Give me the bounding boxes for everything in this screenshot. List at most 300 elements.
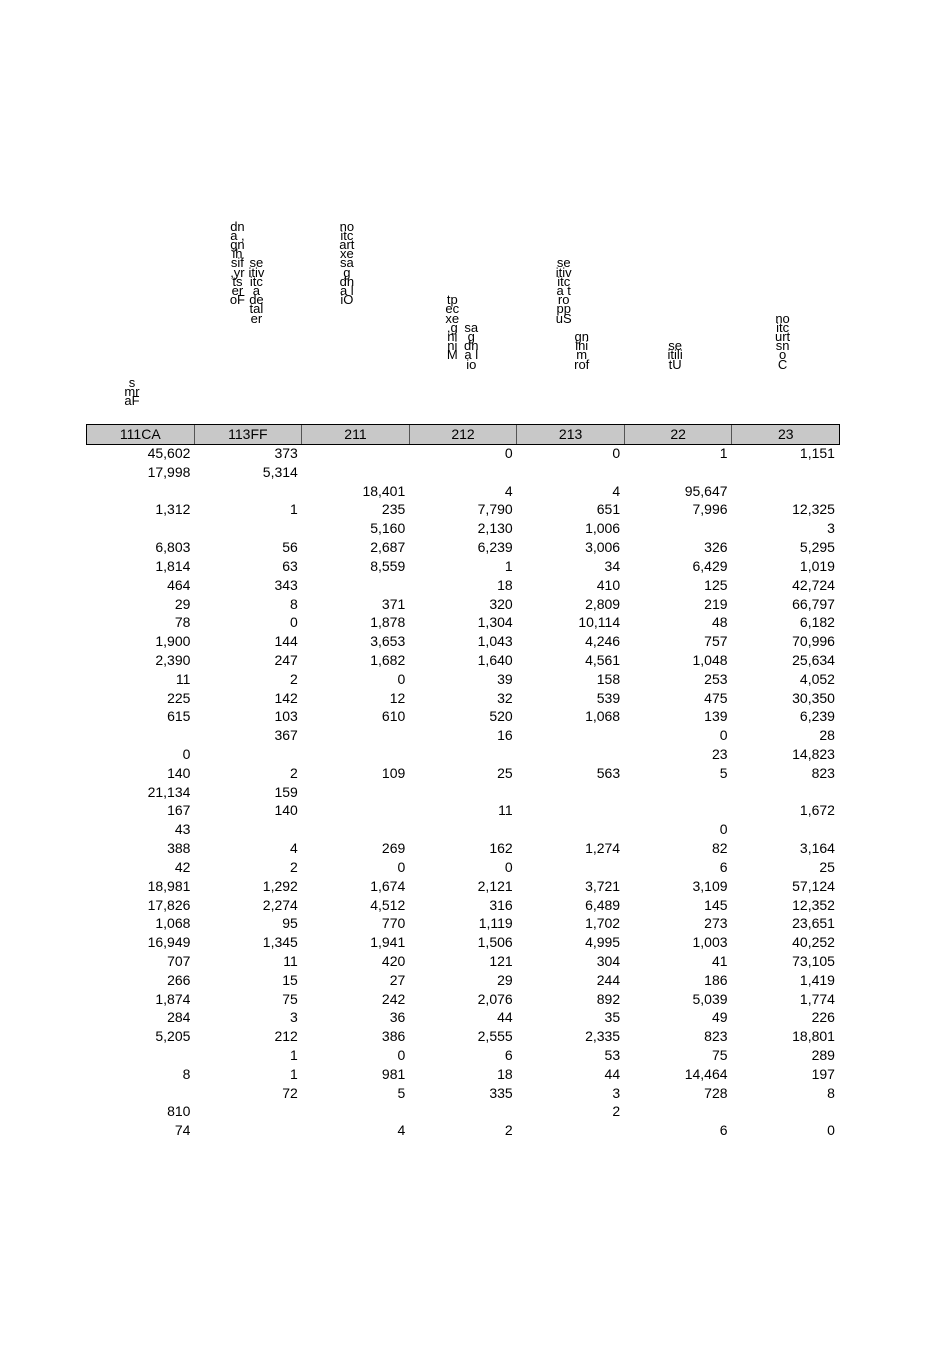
- table-cell: 226: [811, 1009, 835, 1026]
- table-cell: 11: [498, 802, 513, 819]
- table-cell: [731, 483, 838, 502]
- table-cell: 4: [612, 482, 621, 499]
- table-cell: 44: [497, 1009, 513, 1026]
- column-code: 113FF: [195, 425, 303, 444]
- table-cell: 103: [274, 708, 298, 725]
- table-cell: 1,019: [799, 557, 835, 574]
- table-cell: 235: [381, 501, 406, 518]
- column-header-label: gninim rof: [574, 329, 590, 372]
- table-row: [86, 1103, 838, 1122]
- table-row: [86, 558, 838, 577]
- table-cell: 21,134: [147, 783, 191, 800]
- table-cell: 1,043: [477, 633, 513, 650]
- table-cell: 1,048: [692, 651, 728, 668]
- table-cell: 12: [389, 689, 406, 706]
- table-cell: [86, 1085, 193, 1104]
- table-row: [86, 991, 838, 1010]
- table-cell: [408, 746, 515, 765]
- table-row: [86, 1066, 838, 1085]
- table-cell: 66,797: [792, 595, 835, 612]
- table-cell: 16: [497, 727, 513, 744]
- table-cell: 5,039: [692, 990, 728, 1007]
- table-cell: 6: [719, 858, 728, 875]
- table-row: [86, 953, 838, 972]
- table-row: [86, 840, 838, 859]
- table-cell: 1,003: [692, 934, 728, 951]
- table-cell: 388: [167, 840, 191, 857]
- table-row: [86, 520, 838, 539]
- table-cell: 520: [489, 708, 513, 725]
- table-cell: 73,105: [792, 952, 835, 969]
- table-cell: 3,109: [692, 877, 728, 894]
- table-cell: 1: [719, 445, 728, 461]
- table-cell: 4: [504, 482, 513, 499]
- table-cell: 219: [704, 595, 728, 612]
- table-cell: [86, 520, 193, 539]
- table-cell: 42: [174, 858, 191, 875]
- table-cell: 2: [290, 858, 298, 875]
- table-cell: 186: [704, 971, 728, 988]
- table-cell: 32: [497, 689, 513, 706]
- table-cell: 7,790: [477, 501, 513, 518]
- table-cell: 1,506: [477, 934, 513, 951]
- table-row: [86, 483, 838, 502]
- table-cell: 4: [397, 1122, 406, 1139]
- table-cell: 420: [381, 952, 406, 969]
- column-code: 211: [302, 425, 410, 444]
- table-cell: 1,682: [370, 651, 406, 668]
- table-cell: 3,006: [585, 539, 621, 556]
- table-cell: 3: [827, 520, 835, 537]
- table-cell: [623, 1103, 730, 1122]
- table-cell: 75: [282, 990, 298, 1007]
- table-row: [86, 784, 838, 803]
- table-row: [86, 596, 838, 615]
- table-cell: [731, 784, 838, 803]
- table-cell: 728: [704, 1084, 728, 1101]
- table-cell: 6,239: [799, 708, 835, 725]
- table-cell: 29: [174, 595, 191, 612]
- table-cell: 45,602: [147, 445, 191, 461]
- table-cell: 8: [827, 1084, 835, 1101]
- table-cell: 5,205: [155, 1028, 191, 1045]
- table-cell: 28: [819, 727, 835, 744]
- table-cell: 1,419: [799, 971, 835, 988]
- table-cell: 5,314: [262, 463, 298, 480]
- table-cell: [408, 784, 515, 803]
- table-cell: 4,561: [585, 651, 621, 668]
- table-cell: [301, 821, 408, 840]
- table-cell: 95: [282, 915, 298, 932]
- table-cell: 2: [290, 764, 298, 781]
- table-cell: [623, 784, 730, 803]
- table-cell: 5: [719, 764, 728, 781]
- table-row: [86, 727, 838, 746]
- column-header-label: seitilitU: [667, 338, 683, 372]
- table-cell: 56: [282, 539, 298, 556]
- table-cell: 225: [167, 689, 191, 706]
- table-cell: 367: [274, 727, 298, 744]
- table-row: [86, 708, 838, 727]
- table-cell: [301, 802, 408, 821]
- table-cell: [516, 802, 623, 821]
- table-cell: 326: [704, 539, 728, 556]
- table-row: [86, 859, 838, 878]
- table-row: [86, 690, 838, 709]
- table-cell: 14,464: [684, 1065, 728, 1082]
- table-cell: 3,721: [585, 877, 621, 894]
- table-cell: 2,809: [585, 595, 621, 612]
- table-cell: 8,559: [370, 557, 406, 574]
- table-cell: [301, 727, 408, 746]
- table-row: [86, 934, 838, 953]
- column-code: 111CA: [87, 425, 195, 444]
- table-cell: 44: [604, 1065, 621, 1082]
- table-cell: [86, 483, 193, 502]
- column-header-label: sag dna lio: [464, 319, 479, 372]
- table-cell: 39: [497, 670, 513, 687]
- table-cell: [408, 464, 515, 483]
- table-cell: 72: [282, 1084, 298, 1101]
- table-cell: 6,429: [692, 557, 728, 574]
- table-cell: [623, 464, 730, 483]
- column-code: 23: [777, 426, 794, 442]
- table-cell: 2: [290, 670, 298, 687]
- table-cell: 2,335: [585, 1028, 621, 1045]
- table-cell: [516, 859, 623, 878]
- table-cell: 1,774: [799, 990, 835, 1007]
- table-cell: 1,640: [477, 651, 513, 668]
- table-cell: 70,996: [792, 633, 835, 650]
- table-cell: 316: [489, 896, 513, 913]
- table-cell: 0: [397, 858, 406, 875]
- table-cell: 343: [274, 576, 298, 593]
- table-cell: 75: [711, 1047, 728, 1063]
- table-cell: 43: [174, 821, 191, 838]
- table-cell: 34: [604, 557, 621, 574]
- table-row: [86, 671, 838, 690]
- table-cell: 212: [274, 1028, 298, 1045]
- table-cell: 371: [381, 595, 406, 612]
- table-cell: 3,653: [370, 633, 406, 650]
- table-cell: [408, 821, 515, 840]
- table-cell: 2,121: [477, 877, 513, 894]
- table-cell: 0: [397, 1047, 406, 1063]
- table-cell: 615: [167, 708, 191, 725]
- table-cell: 10,114: [578, 614, 621, 631]
- table-cell: 1,345: [262, 934, 298, 951]
- table-cell: [301, 445, 408, 464]
- table-row: [86, 1009, 838, 1028]
- table-row: [86, 1047, 838, 1066]
- table-cell: 17,826: [147, 896, 191, 913]
- table-cell: 810: [167, 1103, 191, 1120]
- column-code: 213: [517, 425, 625, 444]
- table-cell: 167: [167, 802, 191, 819]
- table-cell: [731, 821, 838, 840]
- table-cell: 3,164: [799, 840, 835, 857]
- table-cell: 1,702: [585, 915, 621, 932]
- table-cell: 48: [711, 614, 728, 631]
- table-cell: [731, 464, 838, 483]
- table-row: [86, 652, 838, 671]
- table-cell: [623, 520, 730, 539]
- table-cell: 6,489: [585, 896, 621, 913]
- table-cell: 4,995: [585, 934, 621, 951]
- table-cell: 335: [489, 1084, 513, 1101]
- table-row: [86, 878, 838, 897]
- table-cell: 162: [489, 840, 513, 857]
- table-cell: [301, 784, 408, 803]
- table-cell: 78: [174, 614, 191, 631]
- table-cell: 25: [497, 764, 513, 781]
- table-cell: 57,124: [792, 877, 835, 894]
- table-cell: [516, 821, 623, 840]
- table-cell: 4,052: [799, 670, 835, 687]
- table-cell: 23,651: [792, 915, 835, 932]
- table-cell: 36: [389, 1009, 406, 1026]
- table-cell: 1: [290, 1065, 298, 1082]
- column-code: 22: [625, 425, 733, 444]
- table-cell: 386: [381, 1028, 406, 1045]
- table-cell: [193, 483, 300, 502]
- table-cell: 304: [596, 952, 621, 969]
- table-cell: 7,996: [692, 501, 728, 518]
- table-cell: 25,634: [792, 651, 835, 668]
- column-header-label: noitcurtsnoC: [774, 310, 791, 372]
- table-cell: 109: [381, 764, 406, 781]
- column-header-label: seitivitca troppuS: [555, 255, 572, 326]
- table-cell: 2,076: [477, 990, 513, 1007]
- table-cell: 40,252: [792, 934, 835, 951]
- table-cell: [193, 746, 300, 765]
- table-cell: [301, 577, 408, 596]
- table-cell: 1,900: [155, 633, 191, 650]
- table-cell: 242: [381, 990, 406, 1007]
- table-row: [86, 972, 838, 991]
- table-cell: 563: [596, 764, 621, 781]
- table-cell: 651: [596, 501, 621, 518]
- table-cell: [301, 464, 408, 483]
- table-cell: 18,981: [147, 877, 191, 894]
- table-cell: 1,151: [799, 445, 835, 461]
- table-cell: 320: [489, 595, 513, 612]
- table-cell: 12,325: [792, 501, 835, 518]
- table-cell: [193, 821, 300, 840]
- table-cell: 35: [604, 1009, 621, 1026]
- table-cell: 12,352: [792, 896, 835, 913]
- table-cell: 757: [704, 633, 728, 650]
- table-cell: [731, 1103, 838, 1122]
- table-row: [86, 746, 838, 765]
- table-cell: [86, 727, 193, 746]
- table-cell: 410: [596, 576, 621, 593]
- table-cell: 1: [504, 557, 513, 574]
- table-cell: 42,724: [792, 576, 835, 593]
- table-cell: 273: [704, 915, 728, 932]
- table-cell: 1,672: [799, 802, 835, 819]
- table-cell: 289: [811, 1047, 835, 1063]
- table-cell: [516, 746, 623, 765]
- table-row: [86, 765, 838, 784]
- column-header-label: noitcartxe sag dna liO: [339, 218, 355, 308]
- table-cell: 1,874: [155, 990, 191, 1007]
- table-cell: 0: [504, 858, 513, 875]
- table-cell: 892: [596, 990, 621, 1007]
- data-table: [86, 445, 838, 1141]
- table-cell: 610: [381, 708, 406, 725]
- table-row: [86, 1122, 838, 1141]
- table-cell: 4,512: [370, 896, 406, 913]
- table-cell: [193, 520, 300, 539]
- table-cell: [623, 802, 730, 821]
- table-cell: 18,801: [792, 1028, 835, 1045]
- table-row: [86, 1085, 838, 1104]
- table-row: [86, 802, 838, 821]
- table-cell: 63: [282, 557, 298, 574]
- table-cell: 18: [497, 1065, 513, 1082]
- table-cell: 0: [827, 1122, 835, 1139]
- table-cell: [193, 1103, 300, 1122]
- table-cell: 23: [711, 746, 728, 762]
- table-cell: [516, 1122, 623, 1141]
- table-cell: 823: [704, 1028, 728, 1045]
- table-cell: 1,274: [585, 840, 621, 857]
- table-cell: 4: [290, 840, 298, 857]
- table-cell: 1,119: [478, 915, 513, 932]
- table-cell: 15: [282, 971, 298, 988]
- column-header-label: dna ,gnihsif ,yrtseroF: [229, 218, 245, 308]
- table-cell: 2,687: [370, 539, 406, 556]
- table-cell: 5,295: [799, 539, 835, 556]
- table-cell: 539: [596, 689, 621, 706]
- table-cell: 49: [711, 1009, 728, 1026]
- table-cell: 0: [612, 445, 621, 461]
- table-cell: 11: [283, 952, 298, 969]
- table-cell: 14,823: [792, 746, 835, 762]
- table-cell: 1,292: [262, 877, 298, 894]
- table-row: [86, 897, 838, 916]
- table-cell: 0: [719, 727, 728, 744]
- table-cell: 475: [704, 689, 728, 706]
- table-cell: 1,068: [585, 708, 621, 725]
- table-cell: 269: [381, 840, 406, 857]
- table-cell: 142: [274, 689, 298, 706]
- table-cell: 1,068: [155, 915, 191, 932]
- table-cell: 284: [167, 1009, 191, 1026]
- table-row: [86, 464, 838, 483]
- table-cell: [516, 784, 623, 803]
- table-row: [86, 577, 838, 596]
- table-row: [86, 915, 838, 934]
- table-cell: 2: [504, 1122, 513, 1139]
- table-row: [86, 821, 838, 840]
- table-cell: 373: [274, 445, 298, 461]
- table-cell: [516, 727, 623, 746]
- table-cell: 8: [290, 595, 298, 612]
- table-cell: 2,274: [262, 896, 298, 913]
- table-cell: 6: [504, 1047, 513, 1063]
- table-cell: 144: [274, 633, 298, 650]
- table-cell: 1,814: [155, 557, 191, 574]
- table-cell: 6,182: [799, 614, 835, 631]
- table-cell: 74: [174, 1122, 191, 1139]
- table-cell: [301, 746, 408, 765]
- table-cell: 823: [811, 764, 835, 781]
- table-cell: 139: [704, 708, 728, 725]
- table-cell: 266: [167, 971, 191, 988]
- table-cell: 2: [612, 1103, 621, 1120]
- table-cell: 82: [711, 840, 728, 857]
- table-cell: [301, 1103, 408, 1122]
- table-cell: 16,949: [147, 934, 191, 951]
- table-cell: 6,803: [155, 539, 191, 556]
- table-cell: [408, 1103, 515, 1122]
- table-row: [86, 614, 838, 633]
- table-cell: 770: [381, 915, 406, 932]
- table-cell: [86, 1047, 193, 1066]
- table-cell: 41: [711, 952, 728, 969]
- table-cell: 140: [274, 802, 298, 819]
- table-cell: 0: [182, 746, 191, 762]
- table-cell: 2,390: [155, 651, 191, 668]
- table-cell: 1: [290, 501, 298, 518]
- table-cell: [193, 1122, 300, 1141]
- table-cell: 95,647: [684, 482, 728, 499]
- table-row: [86, 445, 838, 464]
- table-cell: 0: [504, 445, 513, 461]
- table-cell: 8: [182, 1065, 191, 1082]
- table-cell: 0: [290, 614, 298, 631]
- table-cell: 3: [290, 1009, 298, 1026]
- table-row: [86, 539, 838, 558]
- table-cell: 707: [167, 952, 191, 969]
- table-cell: 1,674: [370, 877, 406, 894]
- table-cell: 244: [596, 971, 621, 988]
- table-row: [86, 1028, 838, 1047]
- table-cell: 253: [704, 670, 728, 687]
- table-cell: 53: [604, 1047, 621, 1063]
- table-cell: 1,941: [370, 934, 406, 951]
- table-cell: 247: [274, 651, 298, 668]
- table-cell: 18,401: [362, 482, 406, 499]
- table-cell: 140: [167, 764, 191, 781]
- table-cell: 121: [489, 952, 513, 969]
- table-cell: 5: [397, 1084, 406, 1101]
- table-cell: 1,878: [370, 614, 406, 631]
- column-header-label: smraF: [124, 375, 140, 409]
- table-cell: 0: [719, 821, 728, 838]
- table-cell: [516, 464, 623, 483]
- column-header-label: seitivitca detaler: [248, 255, 265, 326]
- table-cell: 25: [819, 858, 835, 875]
- table-cell: 27: [389, 971, 406, 988]
- table-cell: 145: [704, 896, 728, 913]
- table-cell: 464: [167, 576, 191, 593]
- table-cell: 6: [719, 1122, 728, 1139]
- table-cell: 1: [290, 1047, 298, 1063]
- table-cell: 1,312: [155, 501, 191, 518]
- column-code: 212: [410, 425, 518, 444]
- table-cell: 3: [612, 1084, 621, 1101]
- table-cell: 0: [397, 670, 406, 687]
- table-cell: 159: [274, 783, 298, 800]
- table-cell: 5,160: [370, 520, 406, 537]
- table-cell: 2,555: [477, 1028, 513, 1045]
- table-cell: 981: [381, 1065, 406, 1082]
- column-header-label: tpecxe ,gniniM: [445, 292, 460, 363]
- table-cell: 158: [596, 670, 621, 687]
